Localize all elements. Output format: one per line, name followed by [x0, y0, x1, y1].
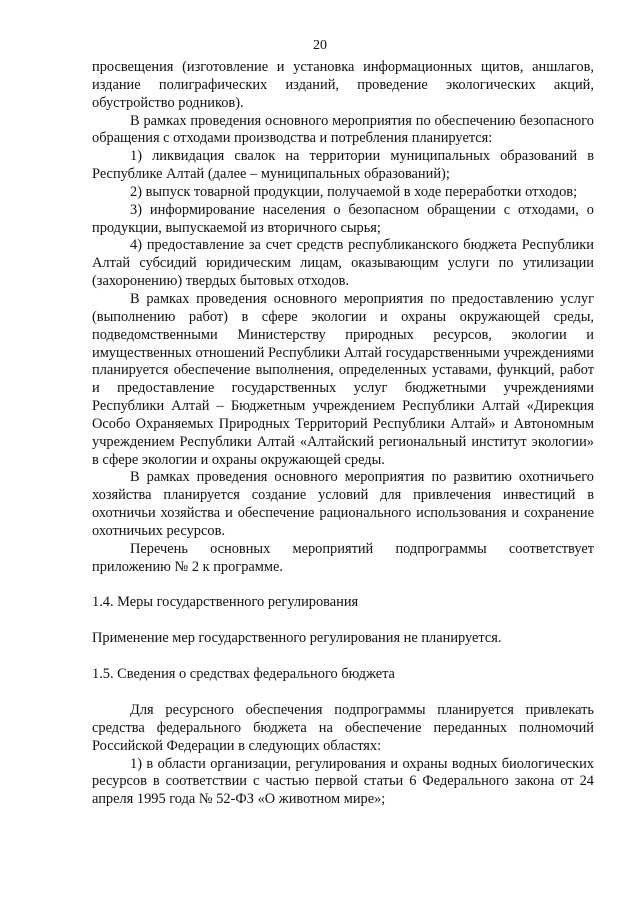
page-number: 20 — [313, 38, 327, 53]
paragraph-activities-list: Перечень основных мероприятий подпрограммы соответствует приложению № 2 к программе. — [92, 540, 594, 575]
list-item-4: 4) предоставление за счет средств республиканского бюджета Республики Алтай субсидий юридическим лицам, оказывающим услуги по утилизации (захоронению) твердых бытовых отходов. — [92, 237, 594, 290]
list-item-3: 3) информирование населения о безопасном обращении с отходами, о продукции, выпускаемой из вторичного сырья; — [92, 201, 594, 236]
section-heading-1-5: 1.5. Сведения о средствах федерального бюджета — [92, 666, 395, 683]
paragraph-continuation: просвещения (изготовление и установка информационных щитов, аншлагов, издание полиграфических изданий, проведение экологических акций, обустройство родников). — [92, 59, 594, 111]
list-item-1: 1) ликвидация свалок на территории муниципальных образований в Республике Алтай (далее – муниципальных образований); — [92, 148, 594, 183]
document-body — [92, 59, 594, 809]
section-heading-1-4: 1.4. Меры государственного регулирования — [92, 594, 359, 611]
list-item-federal-1: 1) в области организации, регулирования и охраны водных биологических ресурсов в соответствии с частью первой статьи 6 Федерального закона от 24 апреля 1995 года № 52-ФЗ «О животном мире»; — [92, 755, 594, 808]
list-item-2: 2) выпуск товарной продукции, получаемой в ходе переработки отходов; — [130, 183, 578, 200]
paragraph-hunting: В рамках проведения основного мероприятия по развитию охотничьего хозяйства планируется создание условий для привлечения инвестиций в охотничьи хозяйства и обеспечение рационального использования и сохранение охотничьих ресурсов. — [92, 469, 594, 539]
section-1-4-text: Применение мер государственного регулирования не планируется. — [92, 630, 502, 647]
paragraph-federal-budget: Для ресурсного обеспечения подпрограммы планируется привлекать средства федерального бюджета на обеспечение переданных полномочий Российской Федерации в следующих областях: — [92, 702, 594, 754]
paragraph-waste-handling: В рамках проведения основного мероприятия по обеспечению безопасного обращения с отходами производства и потребления планируется: — [92, 112, 594, 147]
paragraph-ecology-services: В рамках проведения основного мероприятия по предоставлению услуг (выполнению работ) в сфере экологии и охраны окружающей среды, подведомственными Министерству природных ресурсов, экологии и имущественных отношений Республики Алтай государственными учреждениями планируется обеспечение выполнения, определенных уставами, функций, работ и предоставление государственных услуг бюджетными учреждениями Республики Алтай – Бюджетным учреждением Республики Алтай «Дирекция Особо Охраняемых Природных Территорий Республики Алтай» и Автономным учреждением Республики Алтай «Алтайский региональный институт экологии» в сфере экологии и охраны окружающей среды. — [92, 290, 594, 468]
